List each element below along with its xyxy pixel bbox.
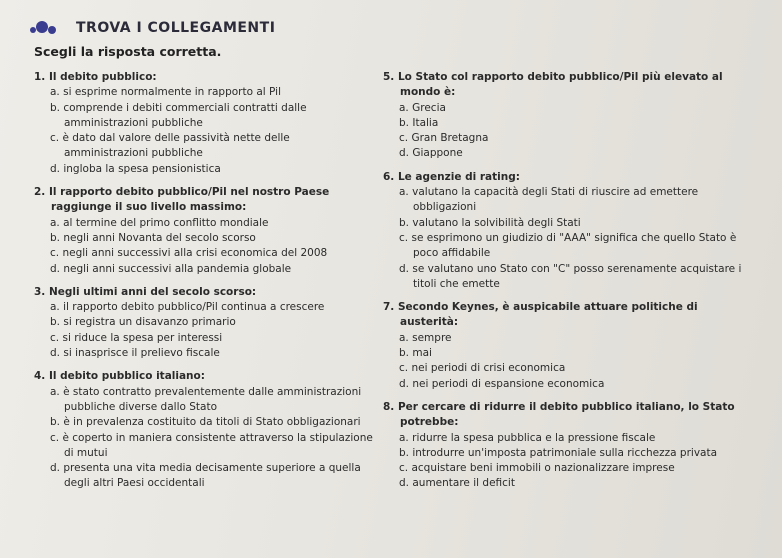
option-5c[interactable]: c. Gran Bretagna: [399, 132, 489, 145]
option-6d[interactable]: d. se valutano uno Stato con "C" posso serenamente acquistare i titoli che emette: [399, 262, 742, 290]
option-1a[interactable]: a. si esprime normalmente in rapporto al Pil: [50, 86, 281, 99]
question-text: Per cercare di ridurre il debito pubblico italiano, lo Stato potrebbe:: [397, 400, 735, 429]
option-1b[interactable]: b. comprende i debiti commerciali contratti dalle amministrazioni pubbliche: [50, 101, 307, 129]
exercise-header: [30, 20, 275, 36]
question-number: 4.: [34, 370, 46, 383]
question-4: [34, 369, 374, 491]
option-3a[interactable]: a. il rapporto debito pubblico/Pil continua a crescere: [50, 301, 325, 314]
option-2c[interactable]: c. negli anni successivi alla crisi economica del 2008: [50, 247, 328, 260]
question-text: Secondo Keynes, è auspicabile attuare politiche di austerità:: [397, 301, 698, 329]
question-number: 3.: [34, 285, 46, 298]
question-5: [383, 70, 753, 162]
option-4d[interactable]: d. presenta una vita media decisamente superiore a quella degli altri Paesi occidentali: [50, 462, 361, 490]
left-column: [34, 70, 374, 497]
option-1c[interactable]: c. è dato dal valore delle passività nette delle amministrazioni pubbliche: [50, 132, 290, 160]
option-6b[interactable]: b. valutano la solvibilità degli Stati: [399, 216, 581, 229]
question-7: [383, 300, 753, 392]
option-3c[interactable]: c. si riduce la spesa per interessi: [50, 331, 223, 344]
option-4b[interactable]: b. è in prevalenza costituito da titoli di Stato obbligazionari: [50, 416, 361, 429]
dots-icon: [30, 21, 66, 35]
question-1: [34, 70, 374, 177]
option-8c[interactable]: c. acquistare beni immobili o nazionalizzare imprese: [399, 462, 675, 475]
option-6a[interactable]: a. valutano la capacità degli Stati di riuscire ad emettere obbligazioni: [399, 186, 699, 214]
option-3d[interactable]: d. si inasprisce il prelievo fiscale: [50, 347, 220, 360]
option-8a[interactable]: a. ridurre la spesa pubblica e la pressione fiscale: [399, 431, 656, 444]
question-text: Il debito pubblico italiano:: [48, 370, 205, 383]
option-5b[interactable]: b. Italia: [399, 116, 439, 129]
question-number: 2.: [34, 186, 46, 199]
exercise-title: TROVA I COLLEGAMENTI: [76, 20, 276, 36]
question-number: 6.: [383, 170, 395, 183]
question-number: 1.: [34, 71, 46, 83]
option-6c[interactable]: c. se esprimono un giudizio di "AAA" significa che quello Stato è poco affidabile: [399, 231, 737, 260]
question-text: Le agenzie di rating:: [397, 170, 520, 183]
option-7b[interactable]: b. mai: [399, 347, 432, 360]
option-2b[interactable]: b. negli anni Novanta del secolo scorso: [50, 231, 256, 244]
question-text: Lo Stato col rapporto debito pubblico/Pil più elevato al mondo è:: [397, 71, 723, 99]
option-1d[interactable]: d. ingloba la spesa pensionistica: [50, 162, 221, 175]
question-text: Negli ultimi anni del secolo scorso:: [48, 285, 257, 298]
option-3b[interactable]: b. si registra un disavanzo primario: [50, 316, 236, 329]
option-4a[interactable]: a. è stato contratto prevalentemente dalle amministrazioni pubbliche diverse dallo Stato: [50, 385, 362, 413]
option-8b[interactable]: b. introdurre un'imposta patrimoniale sulla ricchezza privata: [399, 446, 718, 459]
option-7d[interactable]: d. nei periodi di espansione economica: [399, 377, 605, 390]
option-4c[interactable]: c. è coperto in maniera consistente attraverso la stipulazione di mutui: [50, 431, 373, 459]
question-2: [34, 185, 374, 277]
question-text: Il debito pubblico:: [48, 71, 157, 83]
option-7a[interactable]: a. sempre: [399, 331, 452, 344]
question-3: [34, 285, 374, 361]
question-text: Il rapporto debito pubblico/Pil nel nostro Paese raggiunge il suo livello massimo:: [48, 186, 330, 214]
exercise-instructions: Scegli la risposta corretta.: [34, 44, 222, 59]
option-2d[interactable]: d. negli anni successivi alla pandemia globale: [50, 262, 292, 275]
question-8: [383, 400, 753, 492]
question-number: 7.: [383, 301, 395, 314]
question-number: 8.: [383, 400, 395, 413]
question-number: 5.: [383, 71, 395, 83]
question-6: [383, 170, 753, 292]
option-5d[interactable]: d. Giappone: [399, 147, 463, 160]
option-2a[interactable]: a. al termine del primo conflitto mondiale: [50, 216, 269, 229]
option-7c[interactable]: c. nei periodi di crisi economica: [399, 362, 566, 375]
option-5a[interactable]: a. Grecia: [399, 101, 446, 114]
right-column: [383, 70, 753, 497]
option-8d[interactable]: d. aumentare il deficit: [399, 477, 515, 490]
